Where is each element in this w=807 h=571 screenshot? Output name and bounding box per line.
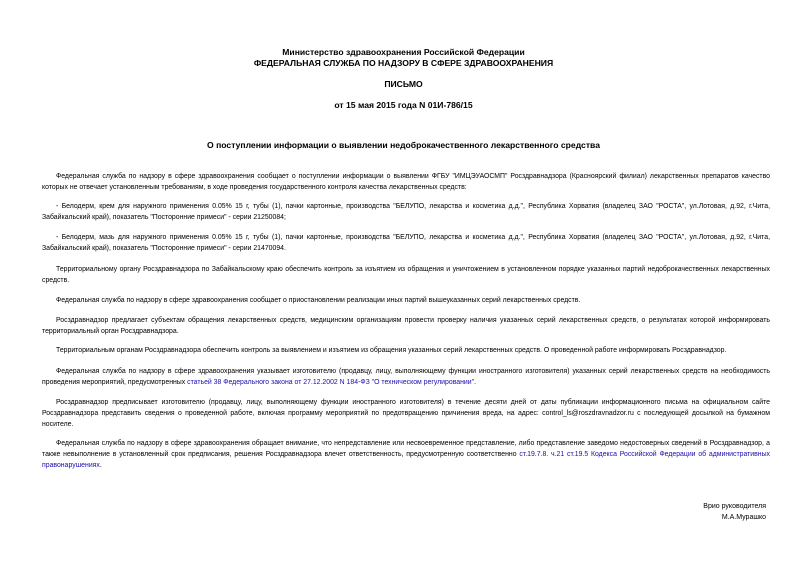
paragraph-manufacturer-measures — [42, 366, 770, 388]
paragraph-item-ointment: - Белодерм, мазь для наружного применения 0.05% 15 г, тубы (1), пачки картонные, производства "БЕЛУПО, лекарства и косметика д.д.", Республика Хорватия (владелец ЗАО "РОСТА", ул.Лотовая, д.92, г.Чита, Забайкальский край), показатель "Посторонние примеси" - серии 21470094. — [42, 234, 770, 252]
signature-name: М.А.Мурашко — [721, 514, 766, 521]
paragraph-item-cream: - Белодерм, крем для наружного применения 0.05% 15 г, тубы (1), пачки картонные, производства "БЕЛУПО, лекарства и косметика д.д.", Республика Хорватия (владелец ЗАО "РОСТА", ул.Лотовая, д.92, г.Чита, Забайкальский край), показатель "Посторонние примеси" - серии 21250084; — [42, 203, 770, 221]
paragraph-text: Федеральная служба по надзору в сфере здравоохранения указывает изготовителю (продавцу, лицу, выполняющему функции иностранного изготовителя) указанных серий лекарственных средств на необходимость проведения мероприятий, предусмотренных — [42, 368, 770, 386]
koap-19-7-8-link[interactable]: ст.19.7.8. — [519, 451, 549, 458]
paragraph-text: Федеральная служба по надзору в сфере здравоохранения обращает внимание, что непредставление или несвоевременное представление, либо представление заведомо недостоверных сведений в Росздравнадзор, а также невыполнение в установленный срок предписания, решения Росздравнадзора влечет ответственность, предусмотренную соответственно — [42, 440, 770, 458]
paragraph-check-proposal: Росздравнадзор предлагает субъектам обращения лекарственных средств, медицинским организациям провести проверку наличия указанных серий лекарственных средств, о результатах которой информировать территориальный орган Росздравнадзора. — [42, 317, 770, 335]
paragraph-territorial-bodies: Территориальным органам Росздравнадзора обеспечить контроль за выявлением и изъятием из обращения указанных серий лекарственных средств. О проведенной работе информировать Росздравнадзор. — [56, 347, 727, 354]
paragraph-end: . — [474, 379, 476, 386]
paragraph-territorial-control: Территориальному органу Росздравнадзора по Забайкальскому краю обеспечить контроль за изъятием из обращения и уничтожением в установленном порядке указанных партий недоброкачественных лекарственных средств. — [42, 266, 770, 284]
paragraph-end: . — [99, 462, 102, 469]
ministry-name: Министерство здравоохранения Российской Федерации — [282, 47, 525, 57]
paragraph-intro: Федеральная служба по надзору в сфере здравоохранения сообщает о поступлении информации о выявлении ФГБУ "ИМЦЭУАОСМП" Росздравнадзора (Красноярский филиал) лекарственных препаратов качество которых не отвечает установленным требованиям, в ходе проведения государственного контроля качества лекарственных средств: — [42, 173, 770, 191]
law-184-fz-link[interactable]: статьей 38 Федерального закона от 27.12.2002 N 184-ФЗ "О техническом регулировании" — [187, 379, 475, 386]
document-type: ПИСЬМО — [384, 79, 423, 89]
koap-19-5-link[interactable]: ч.21 ст.19.5 Кодекса Российской Федерации об административных правонарушениях — [42, 451, 770, 469]
paragraph-prescription: Росздравнадзор предписывает изготовителю (продавцу, лицу, выполняющему функции иностранного изготовителя) в течение десяти дней от даты публикации информационного письма на официальном сайте Росздравнадзора представить сведения о проведенной работе, включая программу мероприятий по предотвращению причинения вреда, на адрес: control_ls@roszdravnadzor.ru с последующей досылкой на бумажном носителе. — [42, 399, 770, 428]
service-name: ФЕДЕРАЛЬНАЯ СЛУЖБА ПО НАДЗОРУ В СФЕРЕ ЗДРАВООХРАНЕНИЯ — [253, 58, 554, 68]
document-date-number: от 15 мая 2015 года N 01И-786/15 — [334, 100, 473, 110]
document-subject: О поступлении информации о выявлении недоброкачественного лекарственного средства — [207, 140, 600, 150]
signature-position: Врио руководителя — [703, 503, 766, 510]
paragraph-suspension: Федеральная служба по надзору в сфере здравоохранения сообщает о приостановлении реализации иных партий вышеуказанных серий лекарственных средств. — [56, 297, 581, 304]
paragraph-liability — [42, 438, 770, 471]
